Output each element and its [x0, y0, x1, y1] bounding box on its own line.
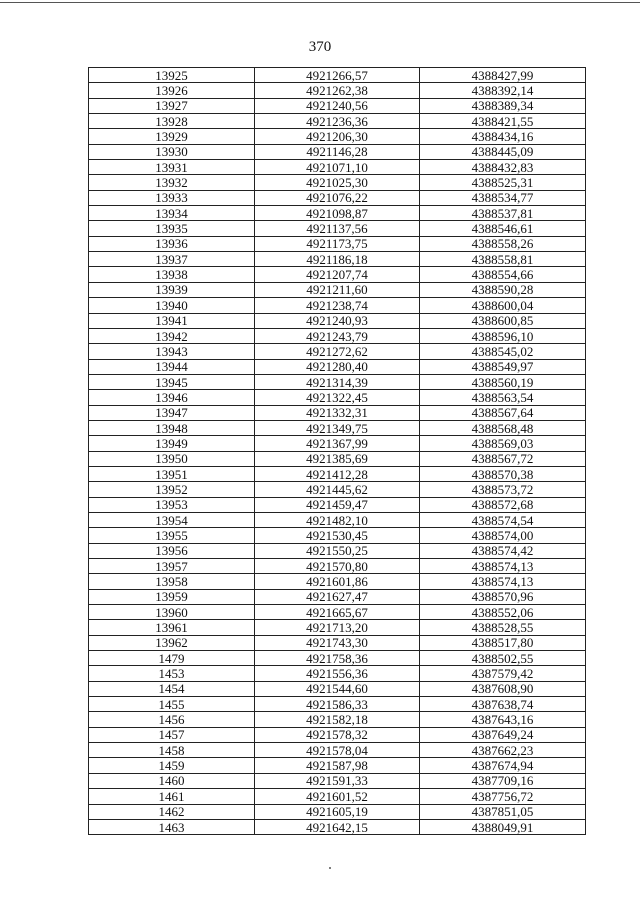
table-row: [89, 282, 586, 297]
y-coordinate-cell: 4388574,13: [420, 559, 586, 574]
x-coordinate-cell: 4921025,30: [255, 175, 420, 190]
point-number-cell: 13941: [89, 313, 255, 328]
table-row: [89, 727, 586, 742]
point-number-cell: 13952: [89, 482, 255, 497]
table-row: [89, 267, 586, 282]
table-row: [89, 466, 586, 481]
y-coordinate-cell: 4388574,54: [420, 512, 586, 527]
table-row: [89, 605, 586, 620]
table-row: [89, 374, 586, 389]
x-coordinate-cell: 4921243,79: [255, 328, 420, 343]
point-number-cell: 13948: [89, 420, 255, 435]
table-row: [89, 190, 586, 205]
table-row: [89, 160, 586, 175]
y-coordinate-cell: 4388528,55: [420, 620, 586, 635]
x-coordinate-cell: 4921550,25: [255, 543, 420, 558]
x-coordinate-cell: 4921332,31: [255, 405, 420, 420]
y-coordinate-cell: 4388600,04: [420, 298, 586, 313]
x-coordinate-cell: 4921173,75: [255, 236, 420, 251]
x-coordinate-cell: 4921743,30: [255, 635, 420, 650]
point-number-cell: 13937: [89, 252, 255, 267]
y-coordinate-cell: 4388445,09: [420, 144, 586, 159]
y-coordinate-cell: 4388570,96: [420, 589, 586, 604]
point-number-cell: 1454: [89, 681, 255, 696]
point-number-cell: 1460: [89, 773, 255, 788]
coordinates-table: [88, 67, 586, 835]
point-number-cell: 13954: [89, 512, 255, 527]
table-row: [89, 114, 586, 129]
table-row: [89, 252, 586, 267]
x-coordinate-cell: 4921665,67: [255, 605, 420, 620]
point-number-cell: 13944: [89, 359, 255, 374]
y-coordinate-cell: 4387662,23: [420, 743, 586, 758]
table-row: [89, 328, 586, 343]
table-row: [89, 512, 586, 527]
x-coordinate-cell: 4921605,19: [255, 804, 420, 819]
y-coordinate-cell: 4388546,61: [420, 221, 586, 236]
point-number-cell: 1461: [89, 789, 255, 804]
table-row: [89, 574, 586, 589]
x-coordinate-cell: 4921367,99: [255, 436, 420, 451]
x-coordinate-cell: 4921266,57: [255, 68, 420, 83]
point-number-cell: 13953: [89, 497, 255, 512]
x-coordinate-cell: 4921591,33: [255, 773, 420, 788]
top-border-line: [0, 2, 640, 3]
y-coordinate-cell: 4388560,19: [420, 374, 586, 389]
table-row: [89, 98, 586, 113]
table-row: [89, 420, 586, 435]
page-number: 370: [308, 39, 332, 55]
point-number-cell: 13951: [89, 466, 255, 481]
y-coordinate-cell: 4388502,55: [420, 651, 586, 666]
x-coordinate-cell: 4921544,60: [255, 681, 420, 696]
point-number-cell: 13930: [89, 144, 255, 159]
y-coordinate-cell: 4387649,24: [420, 727, 586, 742]
x-coordinate-cell: 4921206,30: [255, 129, 420, 144]
table-row: [89, 651, 586, 666]
x-coordinate-cell: 4921587,98: [255, 758, 420, 773]
x-coordinate-cell: 4921240,56: [255, 98, 420, 113]
point-number-cell: 13943: [89, 344, 255, 359]
point-number-cell: 13938: [89, 267, 255, 282]
y-coordinate-cell: 4388534,77: [420, 190, 586, 205]
point-number-cell: 1455: [89, 697, 255, 712]
y-coordinate-cell: 4388537,81: [420, 206, 586, 221]
y-coordinate-cell: 4388567,72: [420, 451, 586, 466]
x-coordinate-cell: 4921098,87: [255, 206, 420, 221]
y-coordinate-cell: 4388574,13: [420, 574, 586, 589]
point-number-cell: 1479: [89, 651, 255, 666]
table-row: [89, 236, 586, 251]
point-number-cell: 13926: [89, 83, 255, 98]
x-coordinate-cell: 4921627,47: [255, 589, 420, 604]
y-coordinate-cell: 4388558,81: [420, 252, 586, 267]
table-row: [89, 697, 586, 712]
point-number-cell: 1456: [89, 712, 255, 727]
x-coordinate-cell: 4921186,18: [255, 252, 420, 267]
y-coordinate-cell: 4388568,48: [420, 420, 586, 435]
x-coordinate-cell: 4921412,28: [255, 466, 420, 481]
table-row: [89, 712, 586, 727]
point-number-cell: 1453: [89, 666, 255, 681]
x-coordinate-cell: 4921262,38: [255, 83, 420, 98]
x-coordinate-cell: 4921578,32: [255, 727, 420, 742]
x-coordinate-cell: 4921482,10: [255, 512, 420, 527]
table-row: [89, 804, 586, 819]
x-coordinate-cell: 4921280,40: [255, 359, 420, 374]
table-row: [89, 344, 586, 359]
point-number-cell: 1459: [89, 758, 255, 773]
y-coordinate-cell: 4388549,97: [420, 359, 586, 374]
x-coordinate-cell: 4921459,47: [255, 497, 420, 512]
y-coordinate-cell: 4387643,16: [420, 712, 586, 727]
y-coordinate-cell: 4387579,42: [420, 666, 586, 681]
point-number-cell: 13949: [89, 436, 255, 451]
table-row: [89, 482, 586, 497]
x-coordinate-cell: 4921582,18: [255, 712, 420, 727]
point-number-cell: 13935: [89, 221, 255, 236]
x-coordinate-cell: 4921601,86: [255, 574, 420, 589]
y-coordinate-cell: 4388517,80: [420, 635, 586, 650]
y-coordinate-cell: 4388525,31: [420, 175, 586, 190]
point-number-cell: 13939: [89, 282, 255, 297]
y-coordinate-cell: 4388545,02: [420, 344, 586, 359]
table-row: [89, 543, 586, 558]
y-coordinate-cell: 4388600,85: [420, 313, 586, 328]
x-coordinate-cell: 4921586,33: [255, 697, 420, 712]
point-number-cell: 13960: [89, 605, 255, 620]
y-coordinate-cell: 4388427,99: [420, 68, 586, 83]
y-coordinate-cell: 4388573,72: [420, 482, 586, 497]
scan-speck: [329, 867, 331, 869]
y-coordinate-cell: 4388434,16: [420, 129, 586, 144]
point-number-cell: 13955: [89, 528, 255, 543]
point-number-cell: 13947: [89, 405, 255, 420]
y-coordinate-cell: 4388569,03: [420, 436, 586, 451]
x-coordinate-cell: 4921578,04: [255, 743, 420, 758]
table-row: [89, 743, 586, 758]
point-number-cell: 13945: [89, 374, 255, 389]
y-coordinate-cell: 4387709,16: [420, 773, 586, 788]
table-row: [89, 635, 586, 650]
x-coordinate-cell: 4921146,28: [255, 144, 420, 159]
table-row: [89, 451, 586, 466]
y-coordinate-cell: 4387756,72: [420, 789, 586, 804]
y-coordinate-cell: 4388552,06: [420, 605, 586, 620]
point-number-cell: 1457: [89, 727, 255, 742]
x-coordinate-cell: 4921137,56: [255, 221, 420, 236]
y-coordinate-cell: 4388572,68: [420, 497, 586, 512]
table-row: [89, 589, 586, 604]
table-row: [89, 819, 586, 834]
point-number-cell: 13928: [89, 114, 255, 129]
table-row: [89, 129, 586, 144]
table-row: [89, 206, 586, 221]
y-coordinate-cell: 4387851,05: [420, 804, 586, 819]
y-coordinate-cell: 4388563,54: [420, 390, 586, 405]
table-row: [89, 313, 586, 328]
point-number-cell: 13962: [89, 635, 255, 650]
x-coordinate-cell: 4921642,15: [255, 819, 420, 834]
y-coordinate-cell: 4388554,66: [420, 267, 586, 282]
point-number-cell: 13925: [89, 68, 255, 83]
x-coordinate-cell: 4921445,62: [255, 482, 420, 497]
y-coordinate-cell: 4387638,74: [420, 697, 586, 712]
table-row: [89, 789, 586, 804]
y-coordinate-cell: 4388570,38: [420, 466, 586, 481]
point-number-cell: 1458: [89, 743, 255, 758]
table-row: [89, 436, 586, 451]
x-coordinate-cell: 4921238,74: [255, 298, 420, 313]
table-row: [89, 559, 586, 574]
point-number-cell: 13931: [89, 160, 255, 175]
y-coordinate-cell: 4387674,94: [420, 758, 586, 773]
table-row: [89, 175, 586, 190]
x-coordinate-cell: 4921601,52: [255, 789, 420, 804]
table-row: [89, 390, 586, 405]
x-coordinate-cell: 4921556,36: [255, 666, 420, 681]
table-row: [89, 758, 586, 773]
table-row: [89, 620, 586, 635]
y-coordinate-cell: 4388574,42: [420, 543, 586, 558]
table-row: [89, 144, 586, 159]
point-number-cell: 13932: [89, 175, 255, 190]
x-coordinate-cell: 4921272,62: [255, 344, 420, 359]
y-coordinate-cell: 4387608,90: [420, 681, 586, 696]
x-coordinate-cell: 4921314,39: [255, 374, 420, 389]
y-coordinate-cell: 4388558,26: [420, 236, 586, 251]
x-coordinate-cell: 4921076,22: [255, 190, 420, 205]
point-number-cell: 13957: [89, 559, 255, 574]
y-coordinate-cell: 4388421,55: [420, 114, 586, 129]
coordinates-table-body: [89, 68, 586, 835]
y-coordinate-cell: 4388567,64: [420, 405, 586, 420]
table-row: [89, 681, 586, 696]
x-coordinate-cell: 4921758,36: [255, 651, 420, 666]
x-coordinate-cell: 4921385,69: [255, 451, 420, 466]
y-coordinate-cell: 4388590,28: [420, 282, 586, 297]
point-number-cell: 13956: [89, 543, 255, 558]
x-coordinate-cell: 4921570,80: [255, 559, 420, 574]
y-coordinate-cell: 4388389,34: [420, 98, 586, 113]
x-coordinate-cell: 4921240,93: [255, 313, 420, 328]
point-number-cell: 13958: [89, 574, 255, 589]
y-coordinate-cell: 4388049,91: [420, 819, 586, 834]
x-coordinate-cell: 4921236,36: [255, 114, 420, 129]
point-number-cell: 13942: [89, 328, 255, 343]
point-number-cell: 13936: [89, 236, 255, 251]
point-number-cell: 13946: [89, 390, 255, 405]
table-row: [89, 359, 586, 374]
table-row: [89, 528, 586, 543]
point-number-cell: 13933: [89, 190, 255, 205]
table-row: [89, 83, 586, 98]
x-coordinate-cell: 4921322,45: [255, 390, 420, 405]
point-number-cell: 13929: [89, 129, 255, 144]
x-coordinate-cell: 4921207,74: [255, 267, 420, 282]
x-coordinate-cell: 4921713,20: [255, 620, 420, 635]
x-coordinate-cell: 4921349,75: [255, 420, 420, 435]
table-row: [89, 221, 586, 236]
x-coordinate-cell: 4921530,45: [255, 528, 420, 543]
table-row: [89, 773, 586, 788]
table-row: [89, 298, 586, 313]
table-row: [89, 497, 586, 512]
x-coordinate-cell: 4921211,60: [255, 282, 420, 297]
point-number-cell: 13934: [89, 206, 255, 221]
point-number-cell: 13940: [89, 298, 255, 313]
table-row: [89, 405, 586, 420]
y-coordinate-cell: 4388392,14: [420, 83, 586, 98]
point-number-cell: 1463: [89, 819, 255, 834]
table-row: [89, 666, 586, 681]
point-number-cell: 13961: [89, 620, 255, 635]
y-coordinate-cell: 4388574,00: [420, 528, 586, 543]
y-coordinate-cell: 4388596,10: [420, 328, 586, 343]
point-number-cell: 13927: [89, 98, 255, 113]
point-number-cell: 13959: [89, 589, 255, 604]
x-coordinate-cell: 4921071,10: [255, 160, 420, 175]
point-number-cell: 13950: [89, 451, 255, 466]
point-number-cell: 1462: [89, 804, 255, 819]
table-row: [89, 68, 586, 83]
y-coordinate-cell: 4388432,83: [420, 160, 586, 175]
